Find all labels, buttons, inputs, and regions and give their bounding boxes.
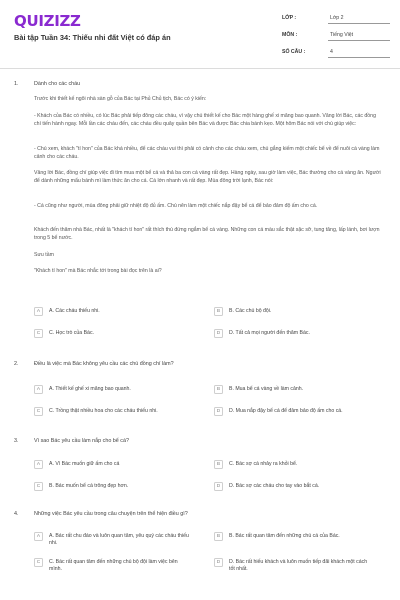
option-letter-box: A [34,532,43,541]
option-text: A. Thiết kế ghế xi măng bao quanh. [49,386,131,392]
meta-row-count [282,46,390,63]
option-letter-box: D [214,558,223,567]
option-text: B. Các chú bộ đội. [229,308,272,314]
option-letter-box: C [34,482,43,491]
meta-value: Lớp 2 [328,12,390,24]
option-text: B. Bác muốn bể cá trông đẹp hơn. [49,483,129,489]
passage-source: Sưu tầm [34,252,54,258]
passage-paragraph: Vâng lời Bác, đồng chí giúp việc đi tìm mua một bể cá và thả ba con cá vàng rất đẹp. Hàng ngày, sau giờ làm việc, Bác thường cho cá vàng ăn. Người để dành những mẩu bánh mì làm thức ăn cho cá. Cá lớn nhanh và rất đẹp. Mùa đông trời lạnh, Bác nói: [34,170,381,184]
option-text: D. Mua nắp đậy bể cá để đảm bảo độ ấm cho cá. [229,408,343,414]
question-number: 2. [14,361,19,367]
meta-row-subject [282,29,390,46]
worksheet-header [0,0,400,68]
option-letter-box: A [34,385,43,394]
passage-paragraph: - Cá cũng như người, mùa đông phải giữ nhiệt độ đủ ấm. Chú nên làm một chiếc nắp đậy bể cá để bảo đảm độ ấm cho cá. [34,203,318,209]
passage-paragraph: - Chú xem, khách "tí hon" của Bác khá nhiều, để các cháu vui thì phải có cảnh cho các cháu xem, chú gắng kiếm một chiếc bể về để nuôi cá vàng làm cảnh cho các cháu. [34,146,380,160]
option-letter-box: B [214,307,223,316]
option-text: A. Các cháu thiếu nhi. [49,308,100,314]
option-letter-box: C [34,558,43,567]
meta-panel [282,12,390,63]
passage-title: Dành cho các cháu [34,81,81,87]
meta-label: SỐ CÂU : [282,49,306,55]
option-text: D. Bác rất hiếu khách và luôn muốn tiếp đãi khách một cách tốt nhất. [229,559,368,572]
meta-label: LỚP : [282,15,297,21]
option-letter-box: B [214,385,223,394]
option-letter-box: B [214,460,223,469]
option-text: B. Mua bể cá vàng về làm cảnh. [229,386,304,392]
option-letter-box: D [214,329,223,338]
question-number: 1. [14,81,19,87]
quizizz-logo: QUIZIZZ [14,12,81,30]
option-letter-box: D [214,407,223,416]
question-prompt: "Khách tí hon" mà Bác nhắc tới trong bài đọc trên là ai? [34,268,162,274]
question-prompt: Những việc Bác yêu cầu trong câu chuyện trên thể hiện điều gì? [34,511,188,517]
passage-paragraph: Khách đến thăm nhà Bác, nhất là "khách tí hon" rất thích thú đứng ngắm bể cá vàng. Những con cá màu sắc thật sặc sỡ, tung tăng, lấp lánh, bơi lượn trong 5 bể nước. [34,227,380,241]
question-number: 3. [14,438,19,444]
option-text: C. Bác sợ cá nhảy ra khỏi bể. [229,461,298,467]
question-number: 4. [14,511,19,517]
question-prompt: Điều là việc mà Bác không yêu cầu các chú đồng chí làm? [34,361,174,367]
option-text: D. Bác sợ các cháu cho tay vào bắt cá. [229,483,320,489]
option-text: A. Vì Bác muốn giữ ấm cho cá [49,461,120,467]
meta-label: MÔN : [282,32,298,38]
option-text: B. Bác rất quan tâm đến những chú cá của Bác. [229,533,340,539]
question-prompt: Vì sao Bác yêu cầu làm nắp cho bể cá? [34,438,129,444]
option-text: A. Bác rất chu đáo và luôn quan tâm, yêu quý các cháu thiếu nhi. [49,533,189,546]
option-text: C. Bác rất quan tâm đến những chú bộ đội làm việc bên mình. [49,559,178,572]
option-text: C. Trồng thật nhiều hoa cho các cháu thiếu nhi. [49,408,158,414]
option-letter-box: D [214,482,223,491]
option-letter-box: B [214,532,223,541]
option-letter-box: A [34,307,43,316]
passage-paragraph: - Khách của Bác có nhiều, có lúc Bác phải tiếp đông các cháu, vì vậy chú thiết kế cho Bác một hàng ghế xi măng bao quanh. Vâng lời Bác, các đồng chí tiến hành ngay. Mỗi lần các cháu đến, các cháu đều quây quần bên Bác và được Bác chia bánh kẹo. Một hôm Bác nói với chú giúp việc: [34,113,376,127]
option-letter-box: C [34,407,43,416]
passage-paragraph: Trước khi thiết kế ngôi nhà sàn gỗ của Bác tại Phủ Chủ tịch, Bác có ý kiến: [34,96,207,102]
option-letter-box: C [34,329,43,338]
header-divider [0,68,400,69]
worksheet-title: Bài tập Tuần 34: Thiếu nhi đất Việt có đáp án [14,33,171,42]
option-text: C. Học trò của Bác. [49,330,94,336]
meta-value: 4 [328,46,390,58]
meta-row-grade [282,12,390,29]
meta-value: Tiếng Việt [328,29,390,41]
option-letter-box: A [34,460,43,469]
option-text: D. Tất cả mọi người đến thăm Bác. [229,330,310,336]
